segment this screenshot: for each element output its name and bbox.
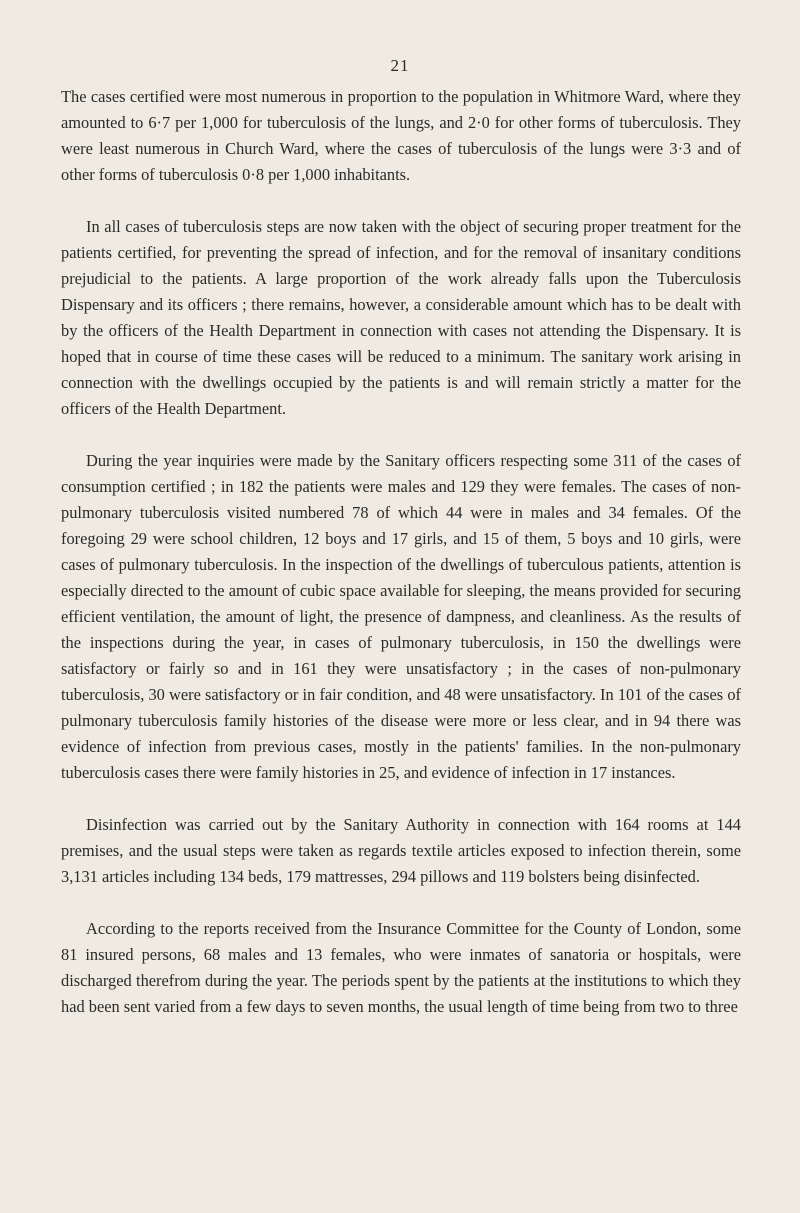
paragraph-inquiries: During the year inquiries were made by the Sanitary officers respecting some 311 of the cases of consumption certified ; in 182 the patients were males and 129 they were females. The cases of non-pulmonary tuberculosis visited numbered 78 of which 44 were in males and 34 females. Of the foregoing 29 were school children, 12 boys and 17 girls, and 15 of them, 5 boys and 10 girls, were cases of pulmonary tuberculosis. In the inspection of the dwellings of tuberculous patients, attention is especially directed to the amount of cubic space available for sleeping, the means provided for securing efficient ventilation, the amount of light, the presence of dampness, and cleanliness. As the results of the inspections during the year, in cases of pulmonary tuberculosis, in 150 the dwellings were satisfactory or fairly so and in 161 they were unsatisfactory ; in the cases of non-pulmonary tuberculosis, 30 were satisfactory or in fair condition, and 48 were unsatisfactory. In 101 of the cases of pulmonary tuberculosis family histories of the disease were more or less clear, and in 94 there was evidence of infection from previous cases, mostly in the patients' families. In the non-pulmonary tuberculosis cases there were family histories in 25, and evidence of infection in 17 instances. bbox=[61, 451, 741, 782]
paragraph-ward-comparison: The cases certified were most numerous in proportion to the population in Whitmore Ward, where they amounted to 6·7 per 1,000 for tuberculosis of the lungs, and 2·0 for other forms of tuberculosis. They were least numerous in Church Ward, where the cases of tuberculosis of the lungs were 3·3 and of other forms of tuberculosis 0·8 per 1,000 inhabitants. bbox=[61, 87, 741, 184]
paragraph-treatment-steps: In all cases of tuberculosis steps are now taken with the object of securing proper treatment for the patients certified, for preventing the spread of infection, and for the removal of insanitary conditions prejudicial to the patients. A large proportion of the work already falls upon the Tuberculosis Dispensary and its officers ; there remains, however, a considerable amount which has to be dealt with by the officers of the Health Department in connection with cases not attending the Dispensary. It is hoped that in course of time these cases will be reduced to a minimum. The sanitary work arising in connection with the dwellings occupied by the patients is and will remain strictly a matter for the officers of the Health Department. bbox=[61, 217, 741, 418]
page-number: 21 bbox=[390, 56, 410, 75]
body-text bbox=[61, 84, 741, 1046]
paragraph-disinfection: Disinfection was carried out by the Sanitary Authority in connection with 164 rooms at 144 premises, and the usual steps were taken as regards textile articles exposed to infection therein, some 3,131 articles including 134 beds, 179 mattresses, 294 pillows and 119 bolsters being disinfected. bbox=[61, 815, 741, 886]
paragraph-insurance-committee: According to the reports received from the Insurance Committee for the County of London, some 81 insured persons, 68 males and 13 females, who were inmates of sanatoria or hospitals, were discharged therefrom during the year. The periods spent by the patients at the institutions to which they had been sent varied from a few days to seven months, the usual length of time being from two to three bbox=[61, 919, 741, 1016]
